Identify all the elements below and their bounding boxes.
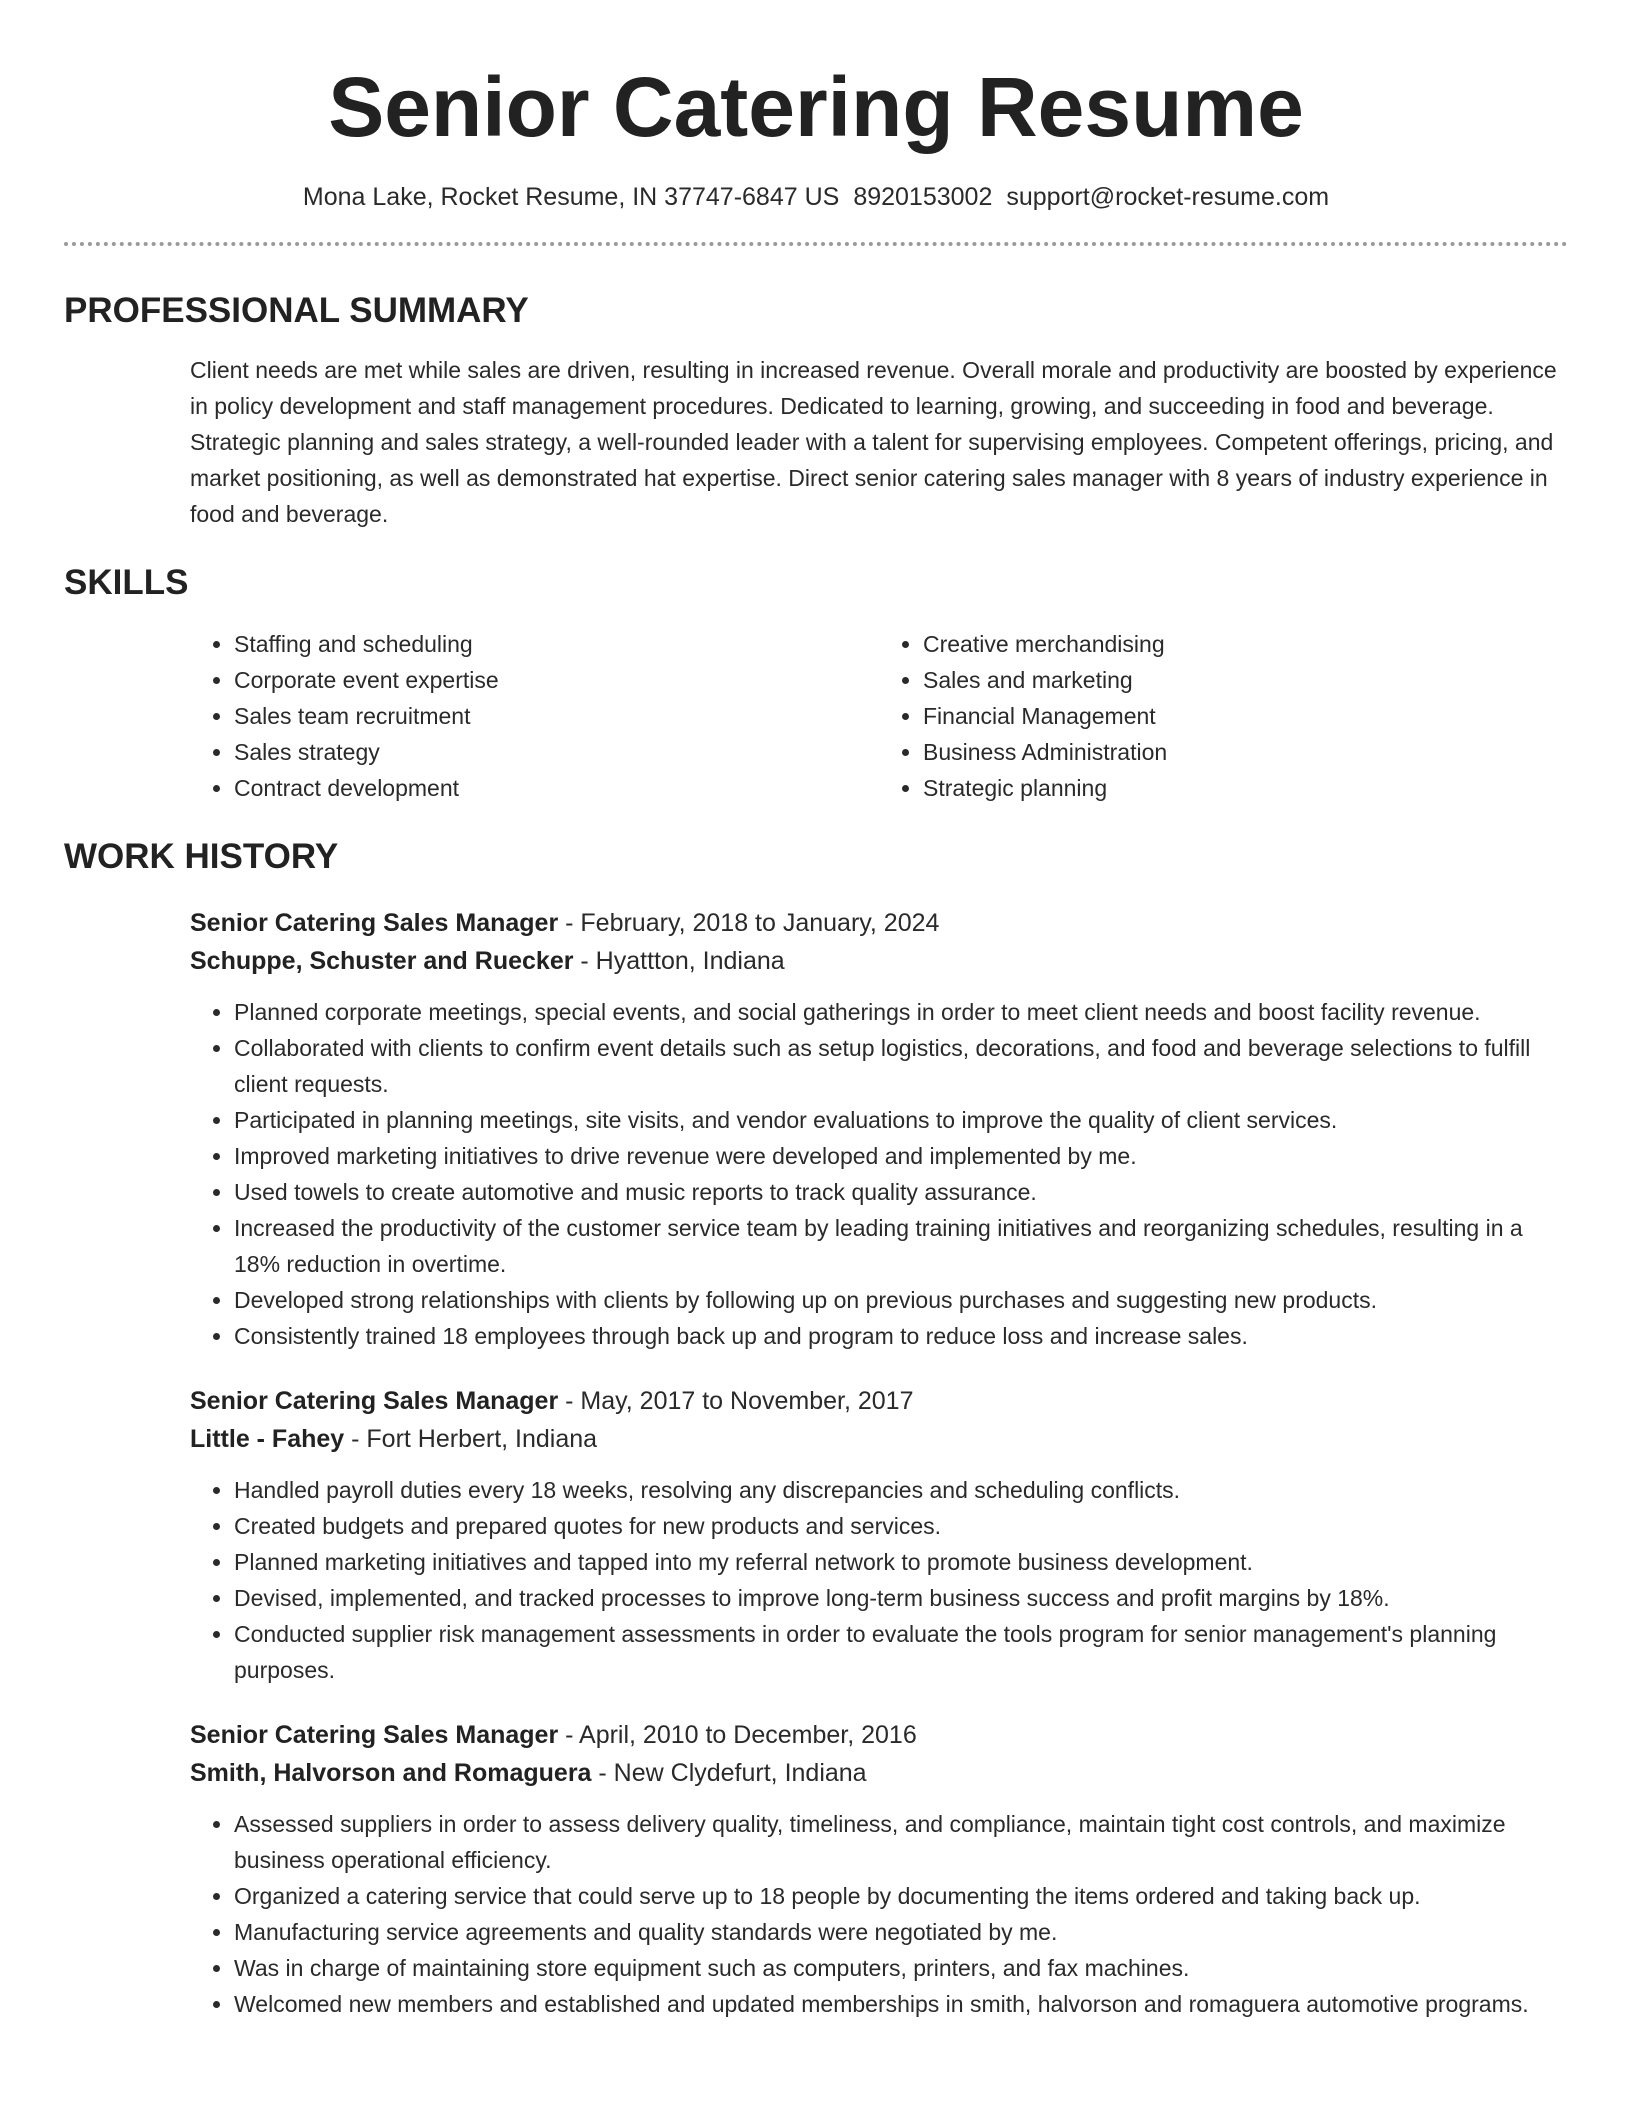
contact-phone: 8920153002 (853, 183, 993, 211)
summary-text: Client needs are met while sales are driven, resulting in increased revenue. Overall morale and productivity are boosted by experience in policy development and staff management procedures. Dedicated to learning, growing, and succeeding in food and beverage. Strategic planning and sales strategy, a well-rounded leader with a talent for supervising employees. Competent offerings, pricing, and market positioning, as well as demonstrated hat expertise. Direct senior catering sales manager with 8 years of industry experience in food and beverage. (190, 357, 1557, 527)
contact-address: Mona Lake, Rocket Resume, IN 37747-6847 US (302, 183, 840, 211)
job-dates: - February, 2018 to January, 2024 (558, 909, 940, 937)
job-bullet: • Improved marketing initiatives to drive revenue were developed and implemented by me. (234, 1138, 1568, 1174)
job-bullet: • Used towels to create automotive and music reports to track quality assurance. (234, 1174, 1568, 1210)
contact-line (64, 180, 1568, 214)
job-bullet: • Participated in planning meetings, site visits, and vendor evaluations to improve the quality of client services. (234, 1102, 1568, 1138)
contact-email: support@rocket-resume.com (1006, 183, 1330, 211)
job-bullet: • Created budgets and prepared quotes for new products and services. (234, 1508, 1568, 1544)
job-bullets (190, 1472, 1568, 1688)
resume-page (64, 0, 1568, 2022)
job-location: - Fort Herbert, Indiana (344, 1425, 598, 1453)
skill-item: • Creative merchandising (923, 626, 1568, 662)
job-bullet: • Handled payroll duties every 18 weeks, resolving any discrepancies and scheduling conflicts. (234, 1472, 1568, 1508)
job-bullet: • Planned marketing initiatives and tapped into my referral network to promote business development. (234, 1544, 1568, 1580)
job-dates: - May, 2017 to November, 2017 (558, 1387, 914, 1415)
resume-title: Senior Catering Resume (328, 60, 1304, 154)
job-bullet: • Devised, implemented, and tracked processes to improve long-term business success and profit margins by 18%. (234, 1580, 1568, 1616)
job-bullet: • Planned corporate meetings, special events, and social gatherings in order to meet client needs and boost facility revenue. (234, 994, 1568, 1030)
job-role: Senior Catering Sales Manager (190, 1387, 559, 1415)
skill-item: • Staffing and scheduling (234, 626, 879, 662)
job-bullet: • Organized a catering service that could serve up to 18 people by documenting the items ordered and taking back up. (234, 1878, 1568, 1914)
job-title-line (190, 1716, 1568, 1754)
skill-item: • Sales and marketing (923, 662, 1568, 698)
skills-heading: SKILLS (64, 563, 189, 602)
job-company: Smith, Halvorson and Romaguera (190, 1759, 592, 1787)
work-history-heading: WORK HISTORY (64, 837, 339, 876)
job-company-line (190, 942, 1568, 980)
skill-item: • Financial Management (923, 698, 1568, 734)
job-entry (190, 904, 1568, 1354)
job-dates: - April, 2010 to December, 2016 (558, 1721, 917, 1749)
skills-column-right (879, 626, 1568, 806)
job-role: Senior Catering Sales Manager (190, 1721, 559, 1749)
job-title-line (190, 904, 1568, 942)
job-company: Schuppe, Schuster and Ruecker (190, 947, 574, 975)
job-bullet: • Consistently trained 18 employees through back up and program to reduce loss and increase sales. (234, 1318, 1568, 1354)
skill-item: • Contract development (234, 770, 879, 806)
skill-item: • Corporate event expertise (234, 662, 879, 698)
job-company-line (190, 1420, 1568, 1458)
job-bullets (190, 994, 1568, 1354)
job-bullet: • Manufacturing service agreements and quality standards were negotiated by me. (234, 1914, 1568, 1950)
job-bullet: • Collaborated with clients to confirm event details such as setup logistics, decorations, and food and beverage selections to fulfill client requests. (234, 1030, 1568, 1102)
job-company: Little - Fahey (190, 1425, 345, 1453)
skill-item: • Business Administration (923, 734, 1568, 770)
job-title-line (190, 1382, 1568, 1420)
job-bullet: • Was in charge of maintaining store equipment such as computers, printers, and fax machines. (234, 1950, 1568, 1986)
skill-item: • Sales team recruitment (234, 698, 879, 734)
job-entry (190, 1716, 1568, 2022)
job-bullet: • Assessed suppliers in order to assess delivery quality, timeliness, and compliance, maintain tight cost controls, and maximize business operational efficiency. (234, 1806, 1568, 1878)
job-entry (190, 1382, 1568, 1688)
job-bullet: • Conducted supplier risk management assessments in order to evaluate the tools program for senior management's planning purposes. (234, 1616, 1568, 1688)
job-location: - Hyattton, Indiana (573, 947, 785, 975)
skills-column-left (190, 626, 879, 806)
summary-heading: PROFESSIONAL SUMMARY (64, 291, 529, 330)
skill-item: • Strategic planning (923, 770, 1568, 806)
header-divider (64, 242, 1568, 246)
skills-list (190, 626, 1568, 806)
job-bullets (190, 1806, 1568, 2022)
skill-item: • Sales strategy (234, 734, 879, 770)
job-bullet: • Developed strong relationships with clients by following up on previous purchases and suggesting new products. (234, 1282, 1568, 1318)
job-role: Senior Catering Sales Manager (190, 909, 559, 937)
job-location: - New Clydefurt, Indiana (591, 1759, 867, 1787)
job-company-line (190, 1754, 1568, 1792)
job-bullet: • Increased the productivity of the customer service team by leading training initiatives and reorganizing schedules, resulting in a 18% reduction in overtime. (234, 1210, 1568, 1282)
job-bullet: • Welcomed new members and established and updated memberships in smith, halvorson and romaguera automotive programs. (234, 1986, 1568, 2022)
